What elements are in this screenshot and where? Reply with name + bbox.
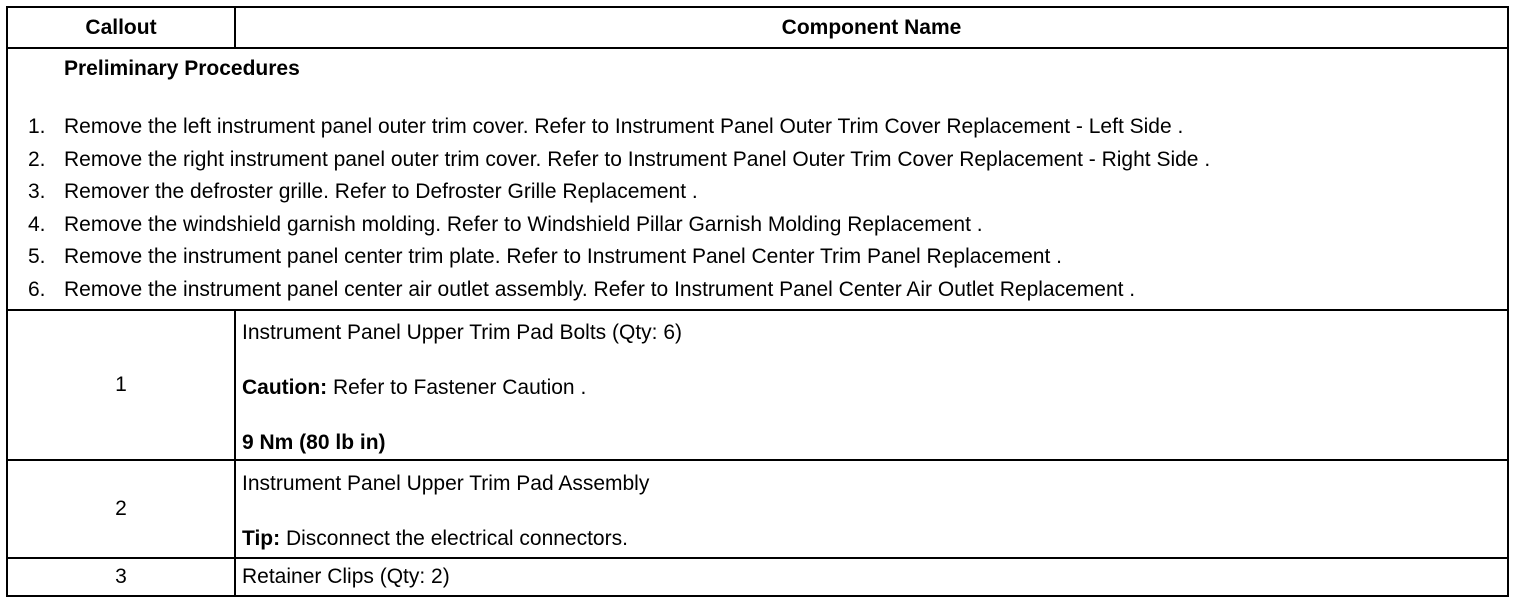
component-cell xyxy=(235,460,1508,558)
table-row xyxy=(7,558,1508,596)
component-cell xyxy=(235,558,1508,596)
preliminary-procedures-cell xyxy=(7,48,1508,310)
step-number: 6. xyxy=(28,277,46,301)
table-row xyxy=(7,460,1508,558)
step-text: Remove the left instrument panel outer trim cover. Refer to Instrument Panel Outer Trim Cover Replacement - Left Side . xyxy=(64,115,1184,138)
step-text: Remove the windshield garnish molding. Refer to Windshield Pillar Garnish Molding Replacement . xyxy=(64,212,983,236)
caution-text: Refer to Fastener Caution . xyxy=(327,376,587,399)
list-item xyxy=(28,111,1507,144)
step-number: 3. xyxy=(28,180,46,204)
procedure-table xyxy=(6,6,1509,597)
preliminary-steps-list xyxy=(8,111,1507,307)
table-row xyxy=(7,310,1508,460)
tip-note xyxy=(242,527,1507,551)
callout-number: 2 xyxy=(7,460,235,558)
preliminary-procedures-row xyxy=(7,48,1508,310)
step-text: Remover the defroster grille. Refer to Defroster Grille Replacement . xyxy=(64,180,698,204)
tip-label: Tip: xyxy=(242,527,281,550)
component-name: Instrument Panel Upper Trim Pad Bolts (Qty: 6) xyxy=(242,321,682,344)
header-row xyxy=(7,7,1508,48)
callout-number: 3 xyxy=(7,558,235,596)
torque-spec: 9 Nm (80 lb in) xyxy=(242,431,386,454)
component-name: Instrument Panel Upper Trim Pad Assembly xyxy=(242,472,650,495)
component-cell xyxy=(235,310,1508,460)
component-name: Retainer Clips (Qty: 2) xyxy=(242,565,450,588)
caution-note xyxy=(242,376,1507,400)
step-number: 4. xyxy=(28,212,46,236)
step-number: 5. xyxy=(28,245,46,269)
step-number: 1. xyxy=(28,115,46,138)
tip-text: Disconnect the electrical connectors. xyxy=(280,527,628,550)
caution-label: Caution: xyxy=(242,376,328,399)
list-item xyxy=(28,144,1507,177)
list-item xyxy=(28,176,1507,209)
callout-number: 1 xyxy=(7,310,235,460)
step-number: 2. xyxy=(28,147,46,171)
callout-column-header: Callout xyxy=(7,7,235,48)
list-item xyxy=(28,274,1507,307)
list-item xyxy=(28,209,1507,242)
step-text: Remove the instrument panel center trim plate. Refer to Instrument Panel Center Trim Panel Replacement . xyxy=(64,245,1062,269)
step-text: Remove the instrument panel center air outlet assembly. Refer to Instrument Panel Center Air Outlet Replacement . xyxy=(64,277,1136,301)
list-item xyxy=(28,241,1507,274)
component-name-column-header: Component Name xyxy=(235,7,1508,48)
preliminary-procedures-title: Preliminary Procedures xyxy=(64,57,300,80)
step-text: Remove the right instrument panel outer trim cover. Refer to Instrument Panel Outer Trim Cover Replacement - Right Side . xyxy=(64,147,1211,171)
